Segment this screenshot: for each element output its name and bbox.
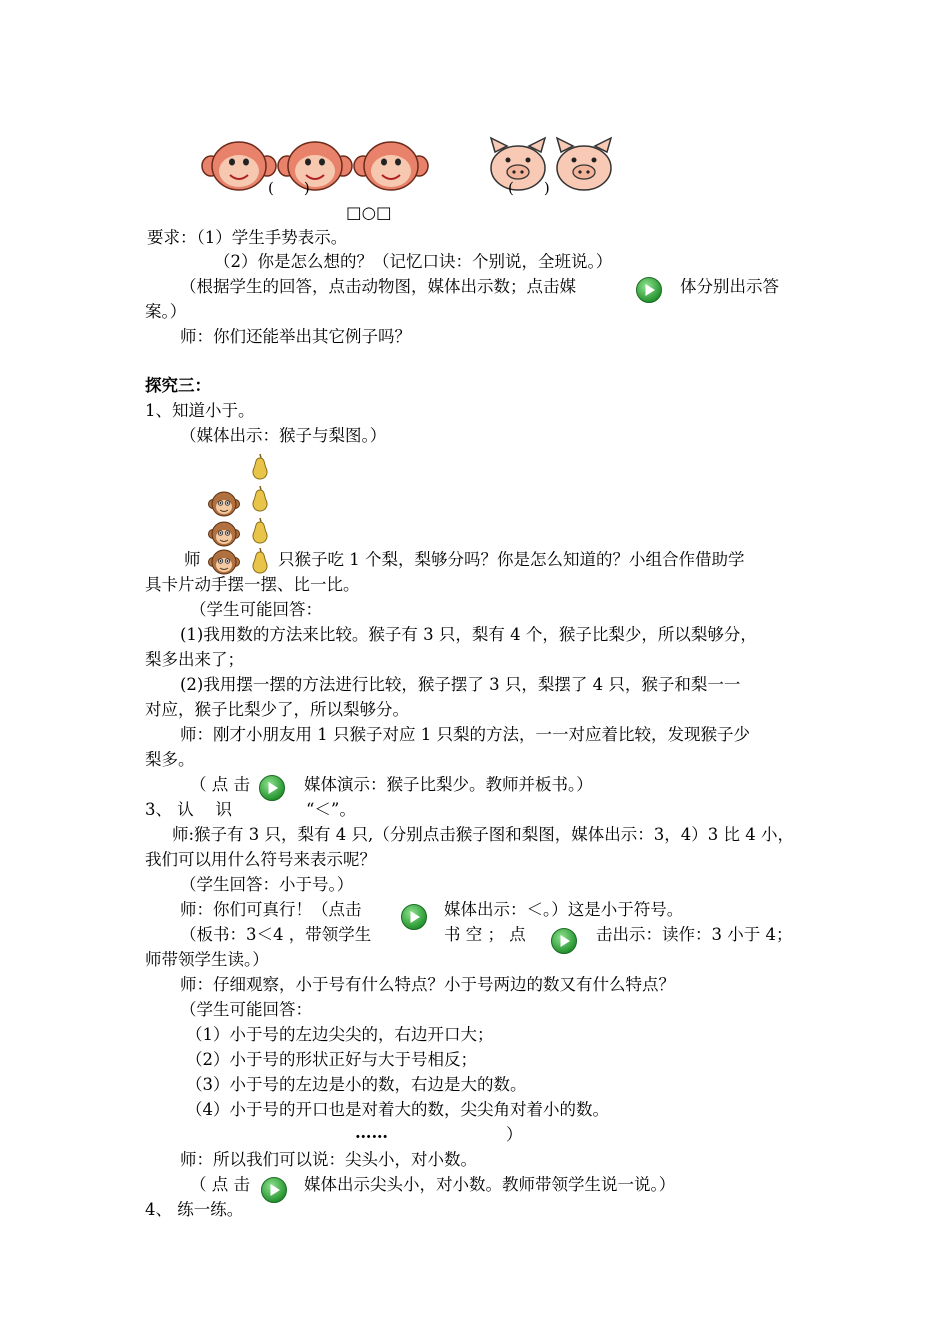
ellipsis: …… bbox=[355, 1123, 388, 1142]
pear-icon bbox=[248, 484, 272, 512]
answer-bracket-right[interactable]: ( ) bbox=[508, 179, 550, 197]
text-line: （ 点 击 bbox=[190, 1175, 250, 1194]
play-button-icon[interactable] bbox=[550, 927, 578, 955]
requirement-line: 要求：（1）学生手势表示。 bbox=[147, 228, 348, 247]
monkey-face-icon bbox=[353, 140, 429, 192]
pear-icon bbox=[248, 546, 272, 574]
play-button-icon[interactable] bbox=[260, 1176, 288, 1204]
text-line: 击出示：读作：3 小于 4； bbox=[596, 925, 793, 944]
subsection-title: 3、 认 识 bbox=[145, 800, 232, 819]
pig-face-icon bbox=[553, 136, 615, 192]
text-line: 媒体演示：猴子比梨少。教师并板书。） bbox=[304, 775, 593, 794]
text-line: 体分别出示答 bbox=[680, 277, 779, 296]
monkey-icon bbox=[208, 548, 240, 576]
play-button-icon[interactable] bbox=[400, 903, 428, 931]
text-line: 媒体出示尖头小，对小数。教师带领学生说一说。） bbox=[304, 1175, 676, 1194]
text-line: 师：刚才小朋友用 1 只猴子对应 1 只梨的方法，一一对应着比较，发现猴子少 bbox=[180, 725, 750, 744]
text-line: 师：仔细观察，小于号有什么特点？小于号两边的数又有什么特点？ bbox=[180, 975, 675, 994]
compare-boxes: □○□ bbox=[346, 203, 392, 222]
monkey-face-icon bbox=[201, 140, 277, 192]
text-line: （4）小于号的开口也是对着大的数，尖尖角对着小的数。 bbox=[186, 1100, 609, 1119]
text-line: 师:猴子有 3 只，梨有 4 只,（分别点击猴子图和梨图，媒体出示：3，4）3 比 4 小， bbox=[172, 825, 795, 844]
monkey-icon bbox=[208, 490, 240, 518]
text-line: （ 点 击 bbox=[190, 775, 250, 794]
pear-icon bbox=[248, 516, 272, 544]
text-line: 案。） bbox=[145, 302, 187, 321]
text-line: (1)我用数的方法来比较。猴子有 3 只，梨有 4 个，猴子比梨少，所以梨够分， bbox=[180, 625, 757, 644]
text-line: （根据学生的回答，点击动物图，媒体出示数；点击媒 bbox=[180, 277, 576, 296]
text-line: 师：所以我们可以说：尖头小，对小数。 bbox=[180, 1150, 477, 1169]
answer-bracket-left[interactable]: ( ) bbox=[268, 179, 310, 197]
subsection-title: 4、 练一练。 bbox=[145, 1200, 244, 1219]
text-line: （学生可能回答： bbox=[180, 1000, 312, 1019]
section-heading: 探究三： bbox=[145, 376, 211, 395]
text-line: （2）你是怎么想的？（记忆口诀：个别说，全班说。） bbox=[214, 252, 613, 271]
text-line: （3）小于号的左边是小的数，右边是大的数。 bbox=[186, 1075, 527, 1094]
text-line: 师：你们还能举出其它例子吗？ bbox=[180, 327, 411, 346]
text-line: 只猴子吃 1 个梨，梨够分吗？你是怎么知道的？小组合作借助学 bbox=[278, 550, 745, 569]
text-line: 梨多。 bbox=[145, 750, 195, 769]
text-line: 师：你们可真行！（点击 bbox=[180, 900, 362, 919]
play-button-icon[interactable] bbox=[635, 276, 663, 304]
text-line: （1）小于号的左边尖尖的，右边开口大； bbox=[186, 1025, 494, 1044]
monkey-icon bbox=[208, 520, 240, 548]
text-line: 媒体出示：＜。）这是小于符号。 bbox=[444, 900, 684, 919]
text-line: （媒体出示：猴子与梨图。） bbox=[180, 426, 387, 445]
less-than-symbol: “＜”。 bbox=[306, 800, 356, 819]
text-line: 师带领学生读。） bbox=[145, 950, 269, 969]
text-line: （学生回答：小于号。） bbox=[180, 875, 354, 894]
text-line: （板书：3＜4 ，带领学生 bbox=[180, 925, 372, 944]
text-line: 师 bbox=[184, 550, 201, 569]
text-line: 我们可以用什么符号来表示呢？ bbox=[145, 850, 376, 869]
text-line: （2）小于号的形状正好与大于号相反； bbox=[186, 1050, 477, 1069]
subsection-title: 1、知道小于。 bbox=[145, 401, 255, 420]
text-line: 对应，猴子比梨少了，所以梨够分。 bbox=[145, 700, 409, 719]
text-line: 梨多出来了； bbox=[145, 650, 244, 669]
play-button-icon[interactable] bbox=[258, 774, 286, 802]
text-line: （学生可能回答： bbox=[190, 600, 322, 619]
closing-paren: ） bbox=[506, 1125, 523, 1144]
text-line: 书 空 ； 点 bbox=[444, 925, 526, 944]
text-line: 具卡片动手摆一摆、比一比。 bbox=[145, 575, 360, 594]
pear-icon bbox=[248, 452, 272, 480]
text-line: (2)我用摆一摆的方法进行比较，猴子摆了 3 只，梨摆了 4 只，猴子和梨一一 bbox=[180, 675, 741, 694]
